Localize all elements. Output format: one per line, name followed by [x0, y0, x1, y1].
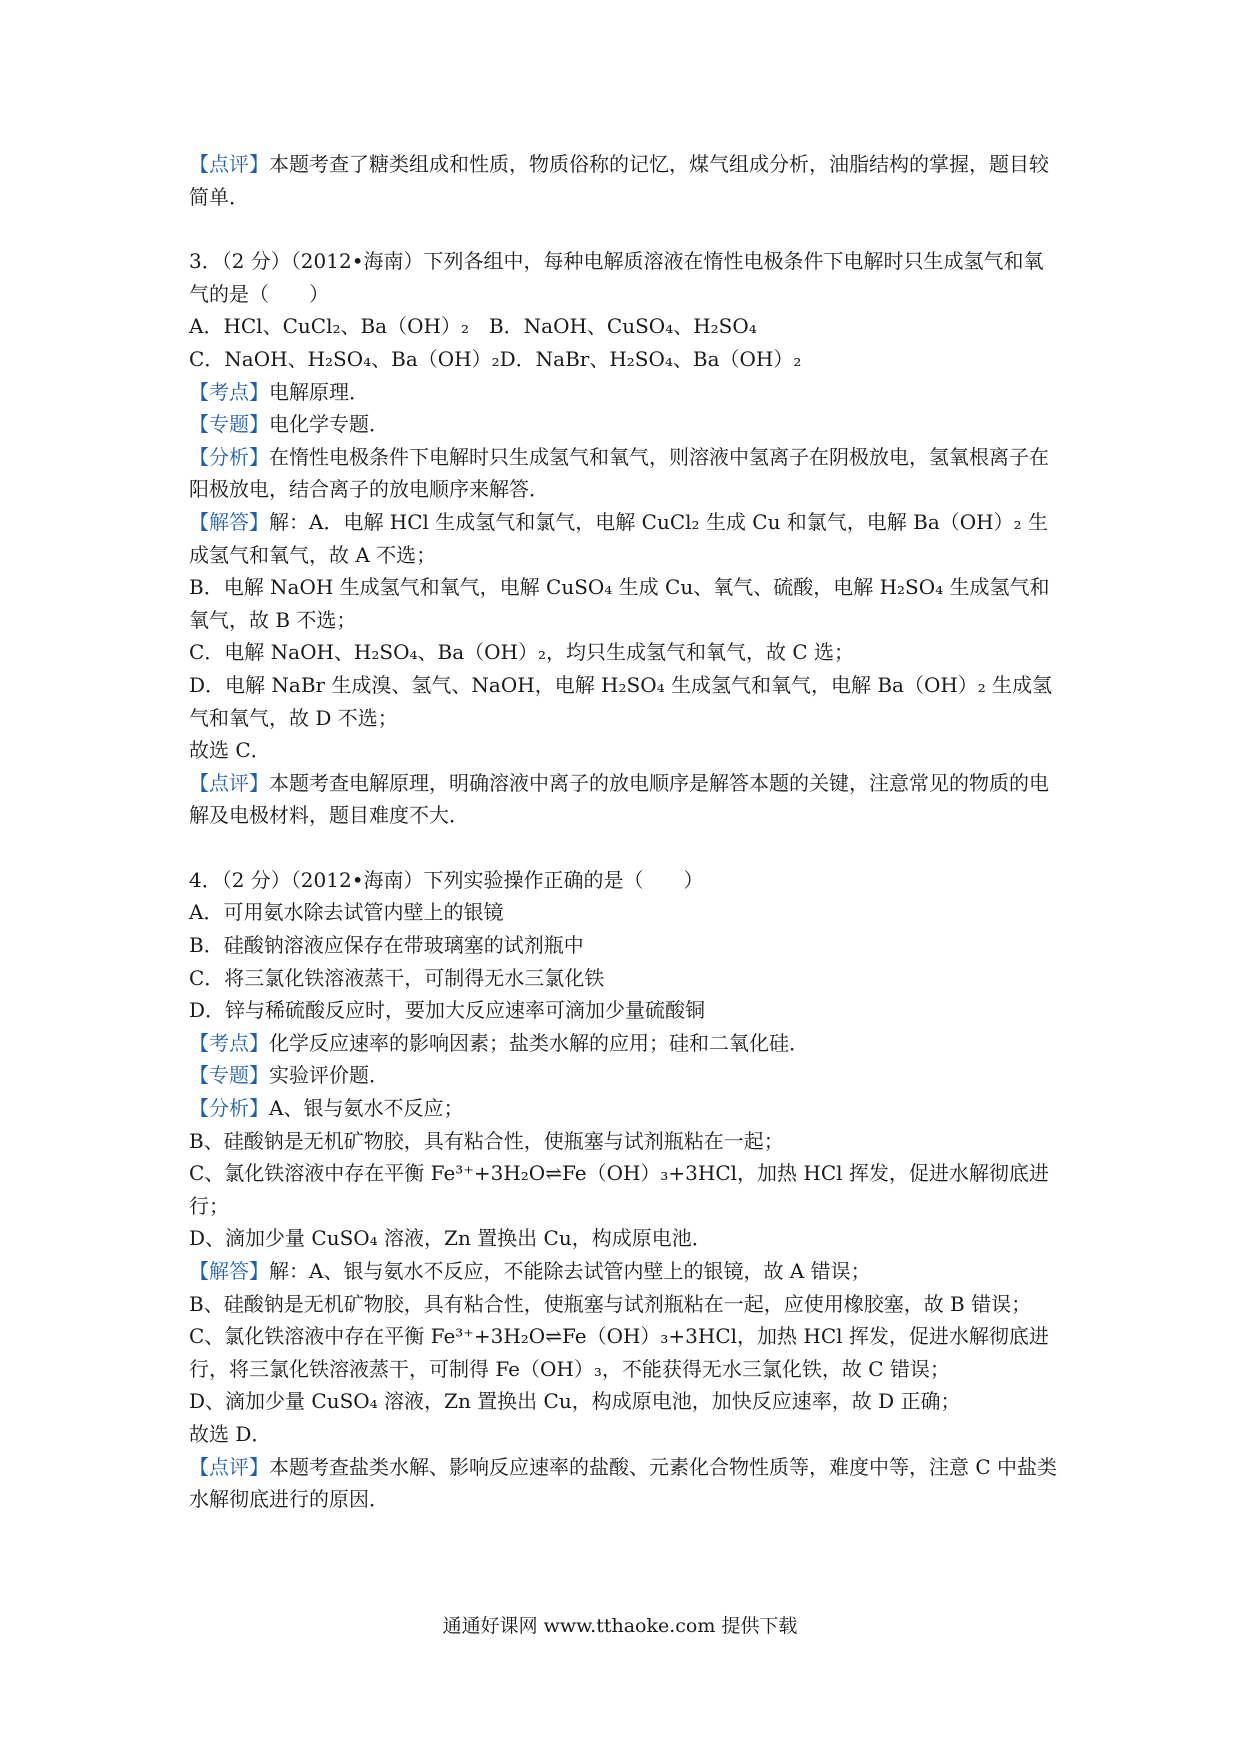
question-4-fenxi: [189, 1092, 1059, 1125]
text-zhuanti: 电化学专题．: [269, 412, 389, 437]
question-3-options-cd: C．NaOH、H₂SO₄、Ba（OH）₂D．NaBr、H₂SO₄、Ba（OH）₂: [189, 346, 802, 371]
text-dianping: 本题考查了糖类组成和性质，物质俗称的记忆，煤气组成分析，油脂结构的掌握，题目较简单．: [189, 152, 1049, 209]
question-3-jieda: [189, 506, 1059, 571]
question-4-option-d: D．锌与稀硫酸反应时，要加大反应速率可滴加少量硫酸铜: [189, 998, 706, 1023]
label-dianping: 【点评】: [189, 770, 269, 795]
question-4-option-a: A．可用氨水除去试管内壁上的银镜: [189, 900, 504, 925]
text-dianping: 本题考查盐类水解、影响反应速率的盐酸、元素化合物性质等，难度中等，注意 C 中盐类水解彻底进行的原因．: [189, 1454, 1058, 1512]
paragraph-dianping-1: [189, 148, 1059, 213]
label-fenxi: 【分析】: [189, 444, 269, 469]
text-jieda: 解：A．电解 HCl 生成氢气和氯气，电解 CuCl₂ 生成 Cu 和氯气，电解 Ba（OH）₂ 生成氢气和氧气，故 A 不选；: [189, 509, 1049, 567]
label-dianping: 【点评】: [189, 1454, 269, 1479]
text-fenxi: 在惰性电极条件下电解时只生成氢气和氧气，则溶液中氢离子在阴极放电，氢氧根离子在阳极放电，结合离子的放电顺序来解答．: [189, 444, 1049, 502]
question-3-jieda-b: B．电解 NaOH 生成氢气和氧气，电解 CuSO₄ 生成 Cu、氧气、硫酸，电解 H₂SO₄ 生成氢气和氧气，故 B 不选；: [189, 575, 1050, 632]
question-3-options-ab: A．HCl、CuCl₂、Ba（OH）₂ B．NaOH、CuSO₄、H₂SO₄: [189, 314, 757, 339]
question-3-jieda-c: C．电解 NaOH、H₂SO₄、Ba（OH）₂，均只生成氢气和氧气，故 C 选；: [189, 640, 854, 665]
question-3-jieda-d: D．电解 NaBr 生成溴、氢气、NaOH，电解 H₂SO₄ 生成氢气和氧气，电解 Ba（OH）₂ 生成氢气和氧气，故 D 不选；: [189, 672, 1053, 730]
question-4-zhuanti: [189, 1059, 1059, 1092]
text-zhuanti: 实验评价题．: [269, 1063, 389, 1088]
question-4-answer: 故选 D．: [189, 1421, 272, 1446]
label-fenxi: 【分析】: [189, 1096, 269, 1121]
label-zhuanti: 【专题】: [189, 1063, 269, 1088]
text-fenxi: A、银与氨水不反应；: [269, 1096, 464, 1121]
question-3-fenxi: [189, 441, 1059, 506]
question-4-jieda-b: B、硅酸钠是无机矿物胶，具有粘合性，使瓶塞与试剂瓶粘在一起，应使用橡胶塞，故 B 错误；: [189, 1291, 1032, 1316]
text-dianping: 本题考查电解原理，明确溶液中离子的放电顺序是解答本题的关键，注意常见的物质的电解及电极材料，题目难度不大．: [189, 770, 1049, 828]
question-3-kaodian: [189, 376, 1059, 409]
label-kaodian: 【考点】: [189, 379, 269, 404]
spacer: [189, 213, 1059, 245]
question-4-jieda-c: C、氯化铁溶液中存在平衡 Fe³⁺+3H₂O⇌Fe（OH）₃+3HCl，加热 HCl 挥发，促进水解彻底进行，将三氯化铁溶液蒸干，可制得 Fe（OH）₃，不能获得无水三氯化铁，故 C 错误；: [189, 1324, 1049, 1381]
label-zhuanti: 【专题】: [189, 412, 269, 437]
question-4-kaodian: [189, 1027, 1059, 1060]
question-3-dianping: [189, 767, 1059, 832]
text-jieda: 解：A、银与氨水不反应，不能除去试管内壁上的银镜，故 A 错误；: [269, 1259, 871, 1283]
spacer: [189, 832, 1059, 864]
label-dianping: 【点评】: [189, 152, 269, 176]
question-4-jieda: [189, 1255, 1059, 1288]
question-4-fenxi-b: B、硅酸钠是无机矿物胶，具有粘合性，使瓶塞与试剂瓶粘在一起；: [189, 1128, 784, 1153]
question-4-option-b: B．硅酸钠溶液应保存在带玻璃塞的试剂瓶中: [189, 933, 584, 958]
page-footer: 通通好课网 www.tthaoke.com 提供下载: [442, 1615, 798, 1637]
label-jieda: 【解答】: [189, 1259, 269, 1283]
question-3-zhuanti: [189, 408, 1059, 441]
label-kaodian: 【考点】: [189, 1030, 269, 1055]
question-4-fenxi-d: D、滴加少量 CuSO₄ 溶液，Zn 置换出 Cu，构成原电池．: [189, 1226, 712, 1251]
question-4-dianping: [189, 1451, 1059, 1516]
label-jieda: 【解答】: [189, 509, 269, 534]
text-kaodian: 电解原理．: [269, 379, 369, 404]
question-4-fenxi-c: C、氯化铁溶液中存在平衡 Fe³⁺+3H₂O⇌Fe（OH）₃+3HCl，加热 HCl 挥发，促进水解彻底进行；: [189, 1161, 1049, 1218]
question-3-answer: 故选 C．: [189, 738, 271, 763]
question-4-stem: 4．（2 分）（2012•海南）下列实验操作正确的是（ ）: [189, 867, 704, 892]
text-kaodian: 化学反应速率的影响因素；盐类水解的应用；硅和二氧化硅．: [269, 1030, 809, 1055]
question-4-option-c: C．将三氯化铁溶液蒸干，可制得无水三氯化铁: [189, 965, 605, 990]
document-body: [189, 148, 1059, 1516]
question-4-jieda-d: D、滴加少量 CuSO₄ 溶液，Zn 置换出 Cu，构成原电池，加快反应速率，故 D 正确；: [189, 1389, 961, 1414]
question-3-stem: 3．（2 分）（2012•海南）下列各组中，每种电解质溶液在惰性电极条件下电解时只生成氢气和氧气的是（ ）: [189, 249, 1044, 306]
